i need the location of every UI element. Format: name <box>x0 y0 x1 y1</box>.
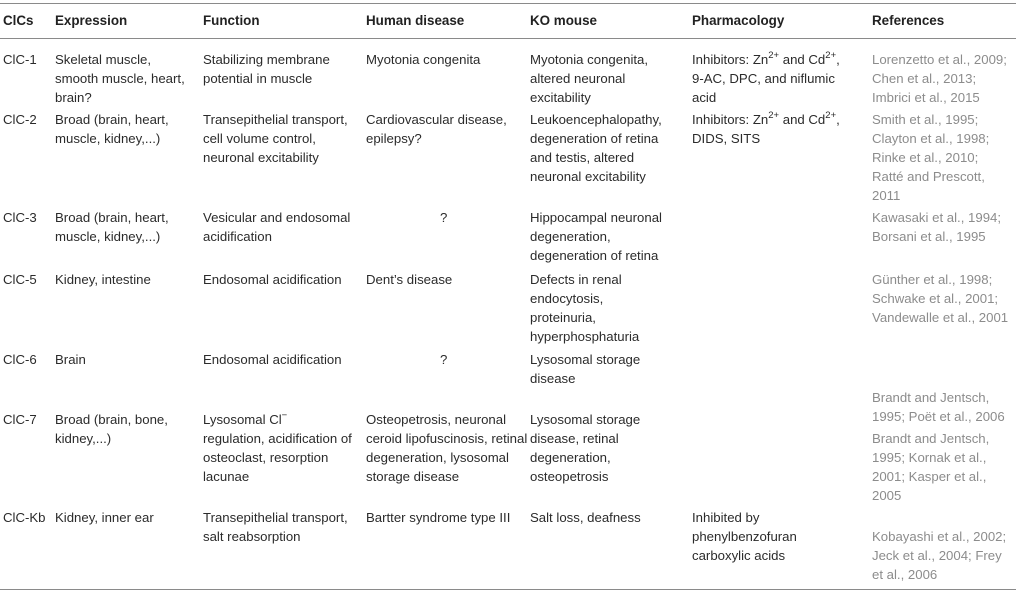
text-line: Kobayashi et al., 2002; <box>872 529 1007 544</box>
superscript: 2+ <box>768 49 780 61</box>
text-line: Ratté and Prescott, <box>872 169 985 184</box>
cell-function <box>203 110 348 167</box>
cell-human-disease <box>440 350 447 369</box>
text-line: storage disease <box>366 469 460 484</box>
text-line: ? <box>440 352 448 367</box>
text-line: degeneration, lysosomal <box>366 450 509 465</box>
text-line: endocytosis, <box>530 291 604 306</box>
cell-expression <box>55 110 169 148</box>
cell-ko-mouse <box>530 350 640 388</box>
text-line: Inhibitors: $Zn^{2+}$ and $Cd^{2+}$, <box>692 49 840 67</box>
text-line: Vesicular and endosomal <box>203 210 351 225</box>
text-line: Defects in renal <box>530 272 622 287</box>
header-rule <box>0 38 1016 39</box>
cell-expression <box>55 208 169 246</box>
text-line: Günther et al., 1998; <box>872 272 993 287</box>
cell-clc: ClC-Kb <box>3 510 46 525</box>
cell-function <box>203 350 342 369</box>
text-line: muscle, kidney,...) <box>55 131 161 146</box>
text-line: 2001; Kasper et al., <box>872 469 987 484</box>
cell-human-disease <box>440 208 447 227</box>
text-line: Chen et al., 2013; <box>872 71 977 86</box>
cell-function <box>203 508 348 546</box>
cell-expression <box>55 50 185 107</box>
cell-references <box>872 527 1006 584</box>
text-line: Kidney, intestine <box>55 272 151 287</box>
text-line: Osteopetrosis, neuronal <box>366 412 507 427</box>
text-line: Dent’s disease <box>366 272 453 287</box>
cell-human-disease <box>366 410 527 486</box>
text-line: Inhibited by <box>692 510 760 525</box>
cell-ko-mouse <box>530 50 648 107</box>
text-line: DIDS, SITS <box>692 131 761 146</box>
text-line: muscle, kidney,...) <box>55 229 161 244</box>
text-line: carboxylic acids <box>692 548 786 563</box>
text-line: potential in muscle <box>203 71 313 86</box>
cell-human-disease <box>366 270 452 289</box>
header-expression: Expression <box>55 13 128 28</box>
text-line: Endosomal acidification <box>203 352 342 367</box>
text-line: hyperphosphaturia <box>530 329 640 344</box>
text-line: Lysosomal Cl− <box>203 409 288 427</box>
cell-references <box>872 208 1001 246</box>
text-line: 1995; Kornak et al., <box>872 450 987 465</box>
text-line: Vandewalle et al., 2001 <box>872 310 1009 325</box>
header-function: Function <box>203 13 260 28</box>
superscript: 2+ <box>825 49 837 61</box>
text-line: Kawasaki et al., 1994; <box>872 210 1002 225</box>
cell-references <box>872 388 1005 426</box>
cell-function <box>203 410 352 486</box>
text-line: cell volume control, <box>203 131 316 146</box>
cell-ko-mouse <box>530 508 641 527</box>
cell-pharmacology <box>692 508 797 565</box>
cell-clc: ClC-5 <box>3 272 37 287</box>
text-line: 1995; Poët et al., 2006 <box>872 409 1005 424</box>
cell-references <box>872 429 989 505</box>
text-line: kidney,...) <box>55 431 112 446</box>
cell-function <box>203 208 350 246</box>
text-line: Jeck et al., 2004; Frey <box>872 548 1002 563</box>
text-line: degeneration of retina <box>530 131 659 146</box>
cell-expression <box>55 270 151 289</box>
text-line: degeneration of retina <box>530 248 659 263</box>
header-human-disease: Human disease <box>366 13 465 28</box>
bottom-rule <box>0 589 1016 590</box>
header-ko-mouse: KO mouse <box>530 13 597 28</box>
cell-expression <box>55 508 154 527</box>
text-line: Schwake et al., 2001; <box>872 291 999 306</box>
text-line: Transepithelial transport, <box>203 112 348 127</box>
text-line: disease <box>530 371 576 386</box>
text-line: Lorenzetto et al., 2009; <box>872 52 1007 67</box>
text-line: regulation, acidification of <box>203 431 352 446</box>
cell-clc: ClC-7 <box>3 412 37 427</box>
cell-ko-mouse <box>530 208 662 265</box>
text-line: Clayton et al., 1998; <box>872 131 990 146</box>
cell-references <box>872 50 1007 107</box>
cell-ko-mouse <box>530 410 640 486</box>
text-line: and testis, altered <box>530 150 635 165</box>
superscript: 2+ <box>768 109 780 121</box>
text-line: Leukoencephalopathy, <box>530 112 662 127</box>
cell-clc: ClC-3 <box>3 210 37 225</box>
cell-function <box>203 50 330 88</box>
superscript: 2+ <box>825 109 837 121</box>
text-line: Broad (brain, bone, <box>55 412 168 427</box>
text-line: Rinke et al., 2010; <box>872 150 979 165</box>
cell-pharmacology <box>692 50 840 107</box>
text-line: ? <box>440 210 448 225</box>
cell-references <box>872 110 989 205</box>
text-line: Borsani et al., 1995 <box>872 229 986 244</box>
cell-clc: ClC-2 <box>3 112 37 127</box>
text-line: Inhibitors: $Zn^{2+}$ and $Cd^{2+}$, <box>692 109 840 127</box>
text-line: disease, retinal <box>530 431 619 446</box>
text-line: Lysosomal storage <box>530 412 641 427</box>
cell-expression <box>55 410 168 448</box>
text-line: Kidney, inner ear <box>55 510 154 525</box>
text-line: Salt loss, deafness <box>530 510 641 525</box>
cell-clc: ClC-6 <box>3 352 37 367</box>
text-line: 9-AC, DPC, and niflumic <box>692 71 835 86</box>
header-pharmacology: Pharmacology <box>692 13 785 28</box>
text-line: Stabilizing membrane <box>203 52 330 67</box>
superscript: − <box>281 409 288 421</box>
text-line: ceroid lipofuscinosis, retinal <box>366 431 528 446</box>
text-line: lacunae <box>203 469 250 484</box>
text-line: smooth muscle, heart, <box>55 71 185 86</box>
cell-clc: ClC-1 <box>3 52 37 67</box>
text-line: Myotonia congenita, <box>530 52 649 67</box>
text-line: excitability <box>530 90 591 105</box>
cell-function <box>203 270 342 289</box>
text-line: acid <box>692 90 717 105</box>
text-line: salt reabsorption <box>203 529 301 544</box>
text-line: phenylbenzofuran <box>692 529 797 544</box>
text-line: Skeletal muscle, <box>55 52 152 67</box>
text-line: Brandt and Jentsch, <box>872 390 990 405</box>
cell-ko-mouse <box>530 110 662 186</box>
text-line: brain? <box>55 90 92 105</box>
cell-references <box>872 270 1008 327</box>
text-line: Hippocampal neuronal <box>530 210 662 225</box>
text-line: Smith et al., 1995; <box>872 112 979 127</box>
cell-human-disease <box>366 50 480 69</box>
cell-expression <box>55 350 86 369</box>
text-line: altered neuronal <box>530 71 626 86</box>
text-line: Broad (brain, heart, <box>55 112 169 127</box>
text-line: Brandt and Jentsch, <box>872 431 990 446</box>
text-line: proteinuria, <box>530 310 596 325</box>
header-clcs: ClCs <box>3 13 34 28</box>
text-line: neuronal excitability <box>530 169 646 184</box>
text-line: degeneration, <box>530 229 611 244</box>
text-line: epilepsy? <box>366 131 422 146</box>
text-line: Imbrici et al., 2015 <box>872 90 980 105</box>
text-line: Endosomal acidification <box>203 272 342 287</box>
text-line: degeneration, <box>530 450 611 465</box>
text-line: 2011 <box>872 188 901 203</box>
cell-pharmacology <box>692 110 840 148</box>
text-line: osteopetrosis <box>530 469 609 484</box>
text-line: Cardiovascular disease, <box>366 112 507 127</box>
text-line: et al., 2006 <box>872 567 938 582</box>
text-line: osteoclast, resorption <box>203 450 329 465</box>
top-rule <box>0 3 1016 4</box>
cell-ko-mouse <box>530 270 639 346</box>
text-line: Lysosomal storage <box>530 352 641 367</box>
text-line: 2005 <box>872 488 902 503</box>
text-line: Myotonia congenita <box>366 52 481 67</box>
header-references: References <box>872 13 945 28</box>
text-line: Bartter syndrome type III <box>366 510 511 525</box>
text-line: Broad (brain, heart, <box>55 210 169 225</box>
text-line: acidification <box>203 229 272 244</box>
text-line: Brain <box>55 352 86 367</box>
text-line: neuronal excitability <box>203 150 319 165</box>
cell-human-disease <box>366 508 510 527</box>
cell-human-disease <box>366 110 507 148</box>
text-line: Transepithelial transport, <box>203 510 348 525</box>
